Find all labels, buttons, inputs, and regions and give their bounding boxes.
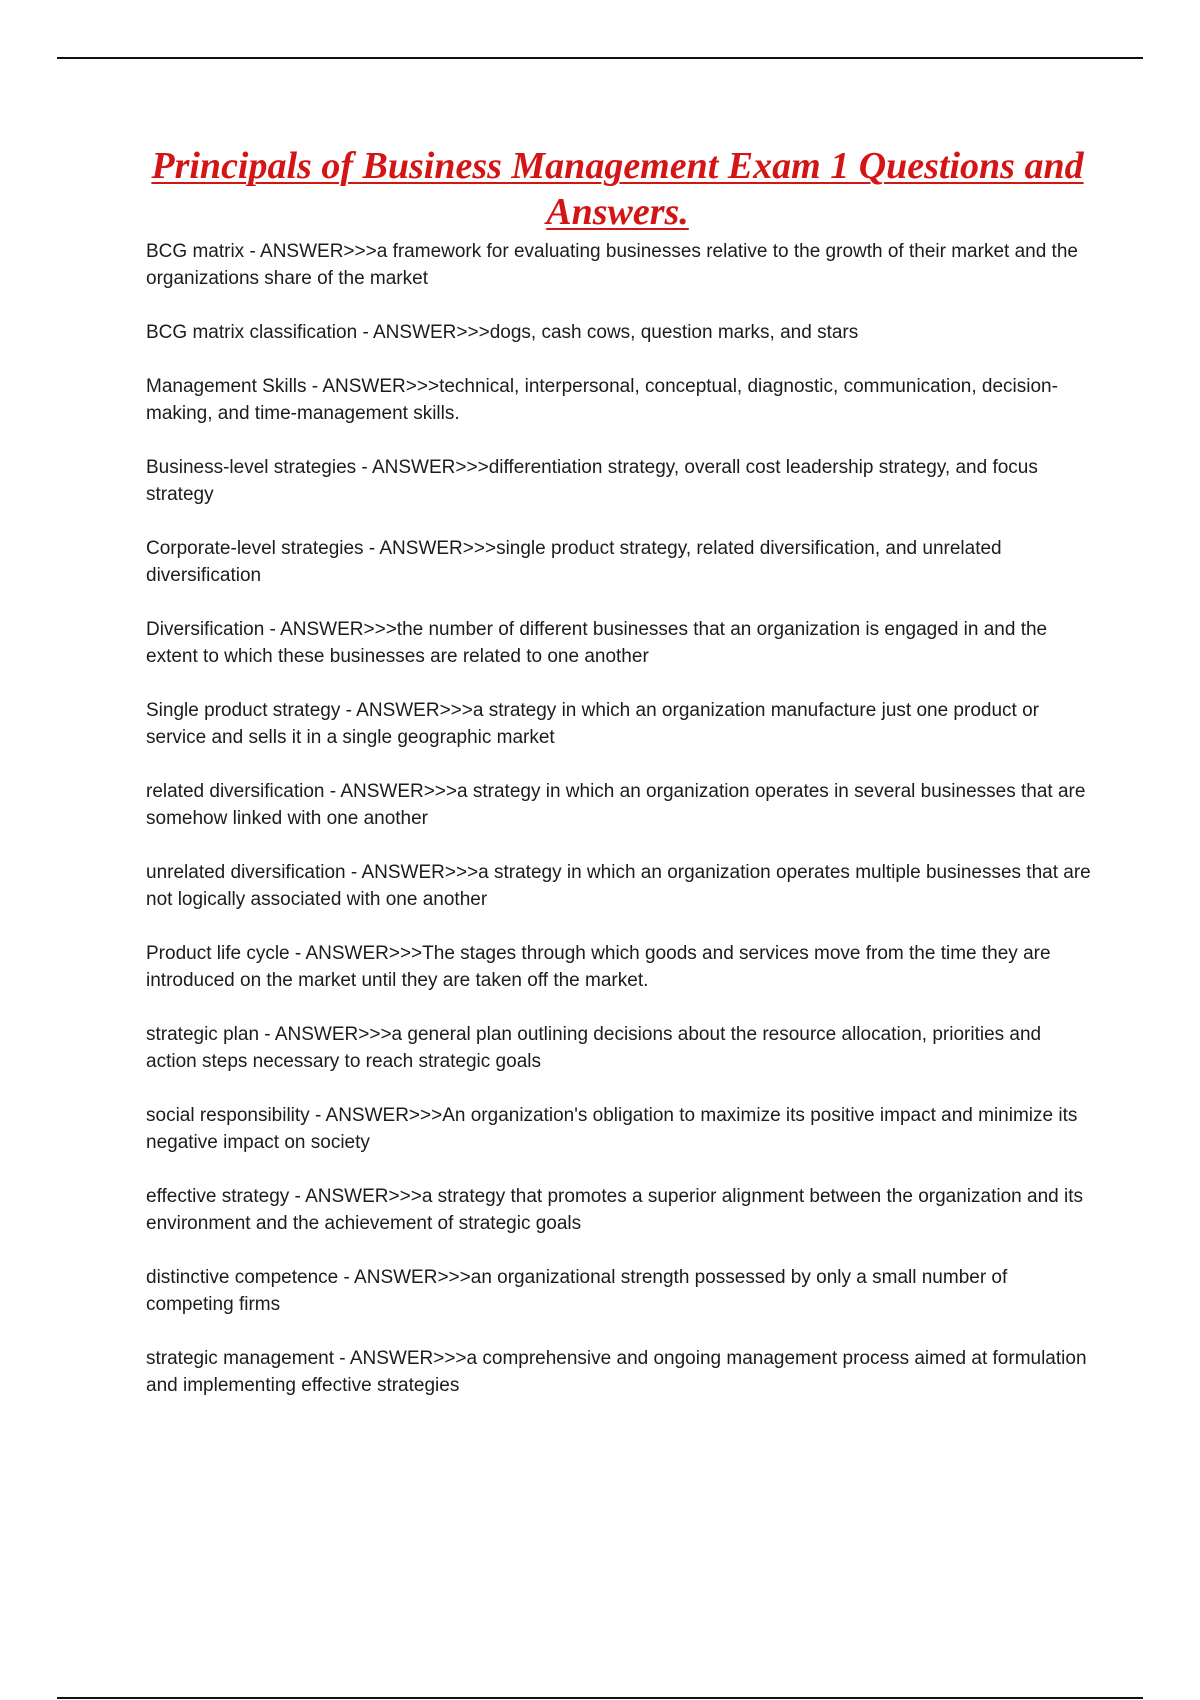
qa-item — [146, 535, 1096, 589]
qa-term: Corporate-level strategies — [146, 538, 364, 559]
qa-term: Management Skills — [146, 376, 307, 397]
qa-separator: - ANSWER>>> — [259, 1024, 392, 1045]
qa-separator: - ANSWER>>> — [289, 1186, 422, 1207]
qa-item — [146, 319, 1096, 346]
qa-separator: - ANSWER>>> — [306, 376, 440, 397]
qa-item — [146, 1345, 1096, 1399]
qa-answer: a general plan outlining decisions about the resource allocation, priorities and action steps necessary to reach strategic goals — [146, 1024, 1042, 1072]
qa-item — [146, 238, 1096, 292]
qa-answer: single product strategy, related diversification, and unrelated diversification — [146, 538, 1002, 586]
bottom-rule — [57, 1697, 1143, 1699]
top-rule — [57, 57, 1143, 59]
qa-separator: - ANSWER>>> — [345, 862, 479, 883]
qa-answer: dogs, cash cows, question marks, and stars — [489, 322, 859, 343]
qa-term: Single product strategy — [146, 700, 341, 721]
qa-item — [146, 940, 1096, 994]
qa-item — [146, 859, 1096, 913]
qa-answer: an organizational strength possessed by only a small number of competing firms — [146, 1267, 1008, 1315]
qa-item — [146, 697, 1096, 751]
qa-separator: - ANSWER>>> — [309, 1105, 443, 1126]
qa-answer: a strategy that promotes a superior alignment between the organization and its environment and the achievement of strategic goals — [146, 1186, 1083, 1234]
qa-separator: - ANSWER>>> — [340, 700, 473, 721]
qa-answer: a strategy in which an organization operates multiple businesses that are not logically associated with one another — [146, 862, 1091, 910]
qa-separator: - ANSWER>>> — [357, 322, 490, 343]
qa-separator: - ANSWER>>> — [338, 1267, 471, 1288]
qa-term: Diversification — [146, 619, 265, 640]
qa-term: related diversification — [146, 781, 325, 802]
qa-answer: a comprehensive and ongoing management process aimed at formulation and implementing effective strategies — [146, 1348, 1087, 1396]
qa-answer: a framework for evaluating businesses relative to the growth of their market and the organizations share of the market — [146, 241, 1078, 289]
qa-term: unrelated diversification — [146, 862, 346, 883]
qa-answer: differentiation strategy, overall cost leadership strategy, and focus strategy — [146, 457, 1038, 505]
qa-answer: a strategy in which an organization manufacture just one product or service and sells it in a single geographic market — [146, 700, 1039, 748]
qa-term: distinctive competence — [146, 1267, 339, 1288]
qa-item — [146, 373, 1096, 427]
qa-term: strategic management — [146, 1348, 334, 1369]
qa-item — [146, 1021, 1096, 1075]
qa-answer: the number of different businesses that an organization is engaged in and the extent to which these businesses are related to one another — [146, 619, 1048, 667]
qa-term: strategic plan — [146, 1024, 260, 1045]
qa-item — [146, 616, 1096, 670]
qa-item — [146, 1183, 1096, 1237]
document-title: Principals of Business Management Exam 1 Questions and Answers. — [151, 145, 1084, 233]
qa-term: Business-level strategies — [146, 457, 357, 478]
qa-answer: An organization's obligation to maximize its positive impact and minimize its negative impact on society — [146, 1105, 1078, 1153]
qa-separator: - ANSWER>>> — [363, 538, 497, 559]
qa-answer: The stages through which goods and services move from the time they are introduced on the market until they are taken off the market. — [146, 943, 1051, 991]
qa-item — [146, 454, 1096, 508]
qa-answer: technical, interpersonal, conceptual, diagnostic, communication, decision-making, and time-management skills. — [146, 376, 1058, 424]
qa-term: BCG matrix classification — [146, 322, 358, 343]
qa-separator: - ANSWER>>> — [264, 619, 397, 640]
qa-separator: - ANSWER>>> — [334, 1348, 467, 1369]
qa-separator: - ANSWER>>> — [356, 457, 489, 478]
qa-answer: a strategy in which an organization operates in several businesses that are somehow linked with one another — [146, 781, 1086, 829]
qa-term: effective strategy — [146, 1186, 290, 1207]
qa-item — [146, 778, 1096, 832]
qa-list — [146, 238, 1096, 1426]
qa-term: social responsibility — [146, 1105, 310, 1126]
qa-separator: - ANSWER>>> — [244, 241, 377, 262]
qa-item — [146, 1264, 1096, 1318]
qa-separator: - ANSWER>>> — [289, 943, 423, 964]
qa-separator: - ANSWER>>> — [324, 781, 458, 802]
qa-term: BCG matrix — [146, 241, 245, 262]
qa-term: Product life cycle — [146, 943, 290, 964]
qa-item — [146, 1102, 1096, 1156]
